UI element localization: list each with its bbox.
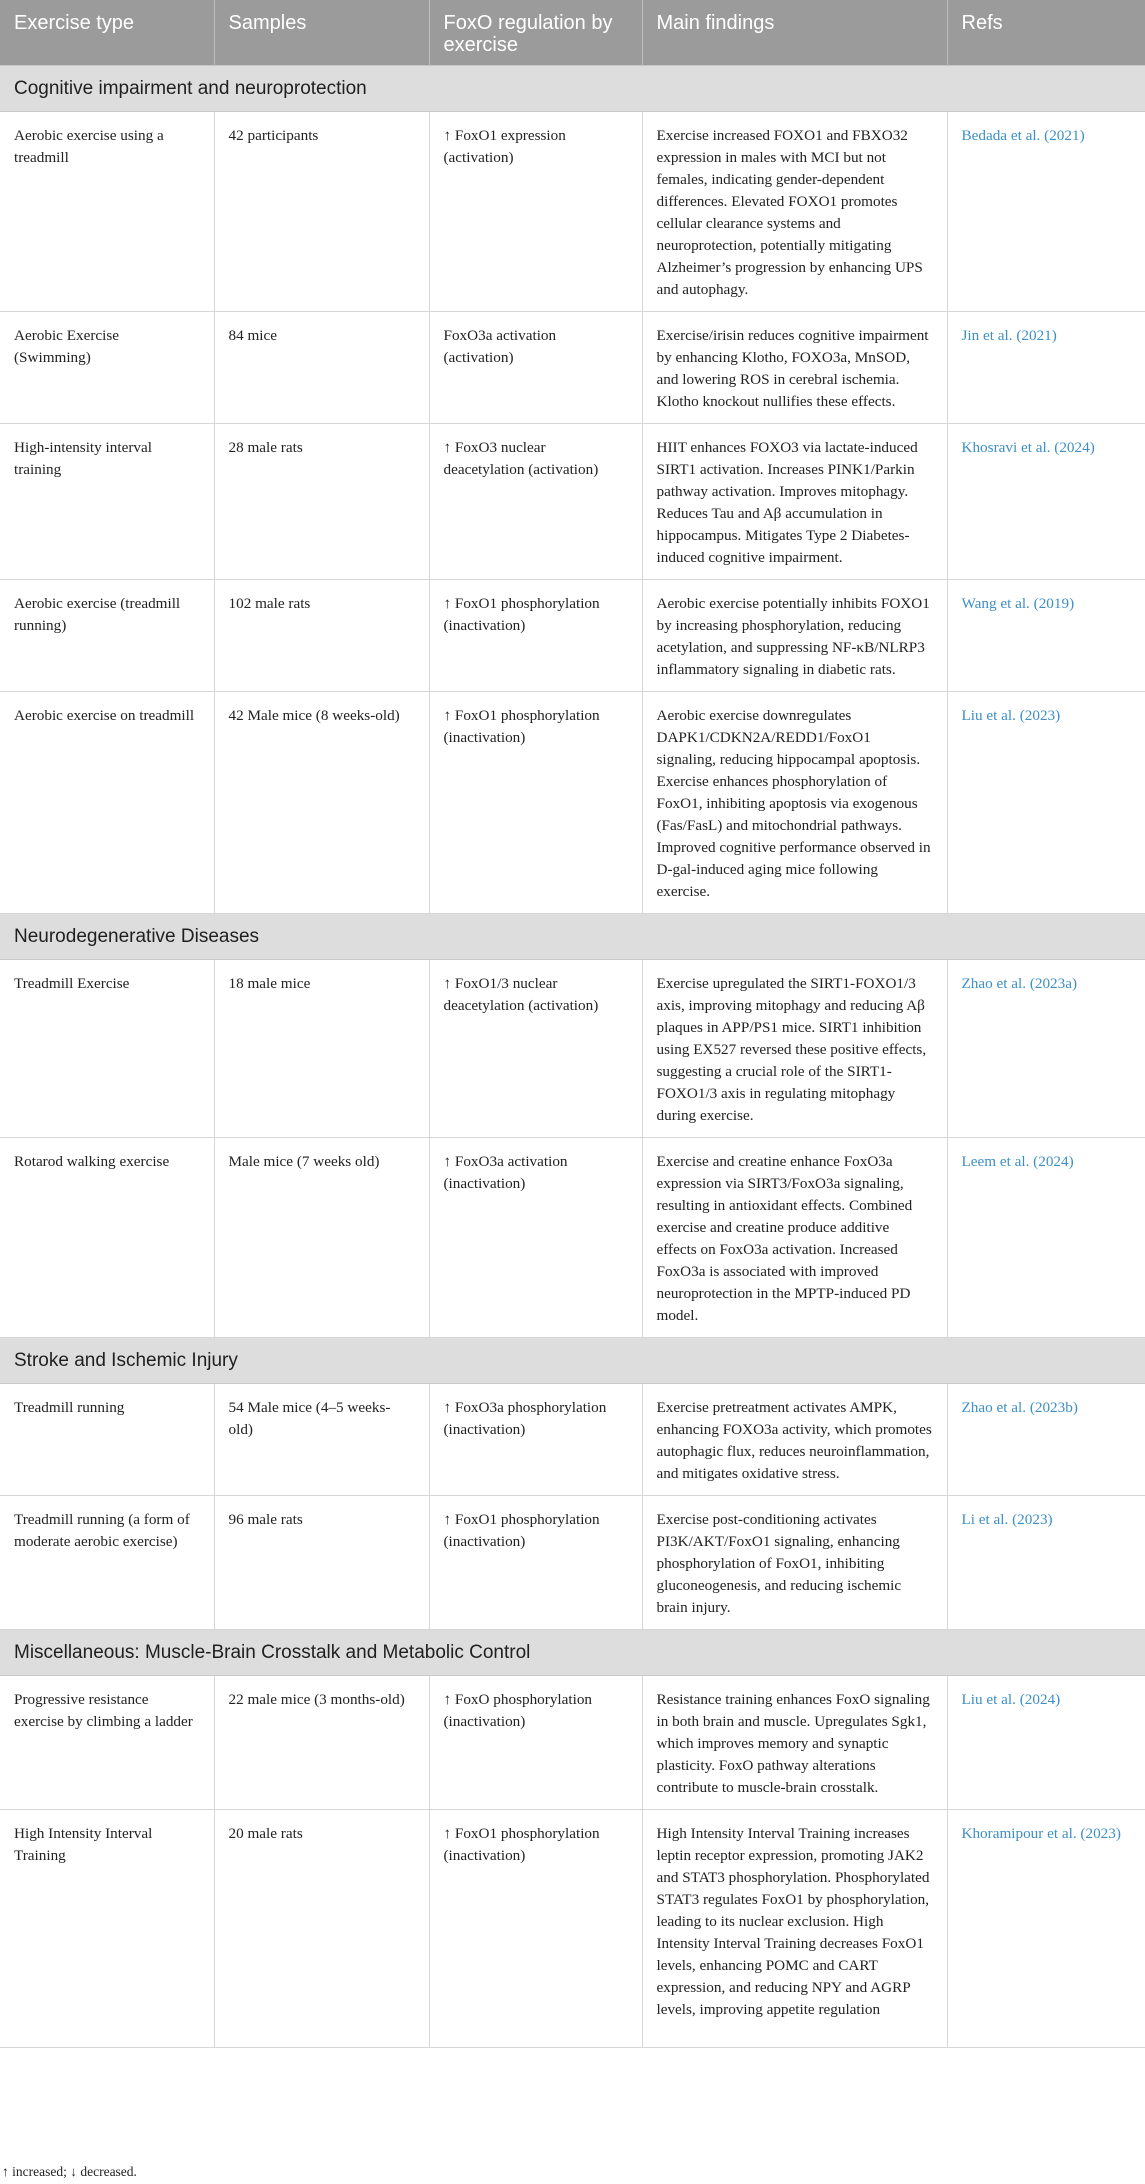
cell-findings: High Intensity Interval Training increases leptin receptor expression, promoting JAK2 and STAT3 phosphorylation. Phosphorylated STAT3 regulates FoxO1 by phosphorylation, leading to its nuclear exclusion. High Intensity Interval Training decreases FoxO1 levels, enhancing POMC and CART expression, and reducing NPY and AGRP levels, improving appetite regulation: [642, 1810, 947, 2048]
cell-exercise-type: High-intensity interval training: [0, 424, 214, 580]
ref-link[interactable]: Leem et al. (2024): [947, 1138, 1145, 1338]
header-refs: Refs: [947, 0, 1145, 66]
ref-link[interactable]: Wang et al. (2019): [947, 580, 1145, 692]
ref-link[interactable]: Khosravi et al. (2024): [947, 424, 1145, 580]
cell-regulation: ↑ FoxO1 expression (activation): [429, 112, 642, 312]
cell-samples: 18 male mice: [214, 960, 429, 1138]
cell-exercise-type: High Intensity Interval Training: [0, 1810, 214, 2048]
cell-samples: 42 Male mice (8 weeks-old): [214, 692, 429, 914]
table-footnote: ↑ increased; ↓ decreased.: [2, 2164, 137, 2179]
cell-regulation: ↑ FoxO1 phosphorylation (inactivation): [429, 1810, 642, 2048]
cell-findings: Aerobic exercise potentially inhibits FOXO1 by increasing phosphorylation, reducing acetylation, and suppressing NF-κB/NLRP3 inflammatory signaling in diabetic rats.: [642, 580, 947, 692]
section-title: Neurodegenerative Diseases: [0, 914, 1145, 960]
table-row: [0, 1384, 1145, 1496]
table-row: [0, 960, 1145, 1138]
header-foxo-regulation: FoxO regulation by exercise: [429, 0, 642, 66]
ref-link[interactable]: Khoramipour et al. (2023): [947, 1810, 1145, 2048]
table-row: [0, 1676, 1145, 1810]
cell-findings: HIIT enhances FOXO3 via lactate-induced SIRT1 activation. Increases PINK1/Parkin pathway activation. Improves mitophagy. Reduces Tau and Aβ accumulation in hippocampus. Mitigates Type 2 Diabetes-induced cognitive impairment.: [642, 424, 947, 580]
cell-findings: Exercise/irisin reduces cognitive impairment by enhancing Klotho, FOXO3a, MnSOD, and lowering ROS in cerebral ischemia. Klotho knockout nullifies these effects.: [642, 312, 947, 424]
table-row: [0, 1138, 1145, 1338]
cell-exercise-type: Aerobic exercise using a treadmill: [0, 112, 214, 312]
cell-samples: 28 male rats: [214, 424, 429, 580]
cell-findings: Exercise pretreatment activates AMPK, enhancing FOXO3a activity, which promotes autophagic flux, reduces neuroinflammation, and mitigates oxidative stress.: [642, 1384, 947, 1496]
cell-samples: 54 Male mice (4–5 weeks-old): [214, 1384, 429, 1496]
table-body: [0, 66, 1145, 2048]
ref-link[interactable]: Bedada et al. (2021): [947, 112, 1145, 312]
ref-link[interactable]: Jin et al. (2021): [947, 312, 1145, 424]
cell-findings: Exercise post-conditioning activates PI3K/AKT/FoxO1 signaling, enhancing phosphorylation of FoxO1, inhibiting gluconeogenesis, and reducing ischemic brain injury.: [642, 1496, 947, 1630]
section-row: [0, 1338, 1145, 1384]
cell-samples: 22 male mice (3 months-old): [214, 1676, 429, 1810]
cell-exercise-type: Aerobic exercise (treadmill running): [0, 580, 214, 692]
cell-regulation: ↑ FoxO phosphorylation (inactivation): [429, 1676, 642, 1810]
table-header: [0, 0, 1145, 66]
table-row: [0, 112, 1145, 312]
table-row: [0, 424, 1145, 580]
cell-findings: Exercise and creatine enhance FoxO3a expression via SIRT3/FoxO3a signaling, resulting in antioxidant effects. Combined exercise and creatine produce additive effects on FoxO3a activation. Increased FoxO3a is associated with improved neuroprotection in the MPTP-induced PD model.: [642, 1138, 947, 1338]
table-row: [0, 1810, 1145, 2048]
cell-exercise-type: Rotarod walking exercise: [0, 1138, 214, 1338]
cell-exercise-type: Progressive resistance exercise by climbing a ladder: [0, 1676, 214, 1810]
ref-link[interactable]: Liu et al. (2024): [947, 1676, 1145, 1810]
header-row: [0, 0, 1145, 66]
cell-regulation: ↑ FoxO1 phosphorylation (inactivation): [429, 580, 642, 692]
cell-findings: Aerobic exercise downregulates DAPK1/CDKN2A/REDD1/FoxO1 signaling, reducing hippocampal apoptosis. Exercise enhances phosphorylation of FoxO1, inhibiting apoptosis via exogenous (Fas/FasL) and mitochondrial pathways. Improved cognitive performance observed in D-gal-induced aging mice following exercise.: [642, 692, 947, 914]
cell-exercise-type: Treadmill running (a form of moderate aerobic exercise): [0, 1496, 214, 1630]
table-row: [0, 692, 1145, 914]
cell-regulation: ↑ FoxO1 phosphorylation (inactivation): [429, 1496, 642, 1630]
section-title: Stroke and Ischemic Injury: [0, 1338, 1145, 1384]
cell-samples: 20 male rats: [214, 1810, 429, 2048]
ref-link[interactable]: Zhao et al. (2023b): [947, 1384, 1145, 1496]
section-row: [0, 1630, 1145, 1676]
header-main-findings: Main findings: [642, 0, 947, 66]
cell-findings: Exercise increased FOXO1 and FBXO32 expression in males with MCI but not females, indicating gender-dependent differences. Elevated FOXO1 promotes cellular clearance systems and neuroprotection, potentially mitigating Alzheimer’s progression by enhancing UPS and autophagy.: [642, 112, 947, 312]
table-row: [0, 312, 1145, 424]
cell-regulation: ↑ FoxO3a activation (inactivation): [429, 1138, 642, 1338]
cell-regulation: ↑ FoxO3a phosphorylation (inactivation): [429, 1384, 642, 1496]
ref-link[interactable]: Li et al. (2023): [947, 1496, 1145, 1630]
section-row: [0, 66, 1145, 112]
cell-samples: 42 participants: [214, 112, 429, 312]
cell-exercise-type: Aerobic exercise on treadmill: [0, 692, 214, 914]
table-row: [0, 1496, 1145, 1630]
cell-exercise-type: Aerobic Exercise (Swimming): [0, 312, 214, 424]
section-row: [0, 914, 1145, 960]
table-row: [0, 580, 1145, 692]
cell-samples: Male mice (7 weeks old): [214, 1138, 429, 1338]
header-exercise-type: Exercise type: [0, 0, 214, 66]
cell-regulation: FoxO3a activation (activation): [429, 312, 642, 424]
cell-exercise-type: Treadmill Exercise: [0, 960, 214, 1138]
cell-regulation: ↑ FoxO1 phosphorylation (inactivation): [429, 692, 642, 914]
section-title: Cognitive impairment and neuroprotection: [0, 66, 1145, 112]
cell-findings: Resistance training enhances FoxO signaling in both brain and muscle. Upregulates Sgk1, which improves memory and synaptic plasticity. FoxO pathway alterations contribute to muscle-brain crosstalk.: [642, 1676, 947, 1810]
cell-findings: Exercise upregulated the SIRT1-FOXO1/3 axis, improving mitophagy and reducing Aβ plaques in APP/PS1 mice. SIRT1 inhibition using EX527 reversed these positive effects, suggesting a crucial role of the SIRT1-FOXO1/3 axis in regulating mitophagy during exercise.: [642, 960, 947, 1138]
cell-exercise-type: Treadmill running: [0, 1384, 214, 1496]
cell-samples: 84 mice: [214, 312, 429, 424]
cell-samples: 96 male rats: [214, 1496, 429, 1630]
ref-link[interactable]: Liu et al. (2023): [947, 692, 1145, 914]
header-samples: Samples: [214, 0, 429, 66]
ref-link[interactable]: Zhao et al. (2023a): [947, 960, 1145, 1138]
cell-regulation: ↑ FoxO3 nuclear deacetylation (activation): [429, 424, 642, 580]
section-title: Miscellaneous: Muscle-Brain Crosstalk and Metabolic Control: [0, 1630, 1145, 1676]
cell-regulation: ↑ FoxO1/3 nuclear deacetylation (activation): [429, 960, 642, 1138]
cell-samples: 102 male rats: [214, 580, 429, 692]
